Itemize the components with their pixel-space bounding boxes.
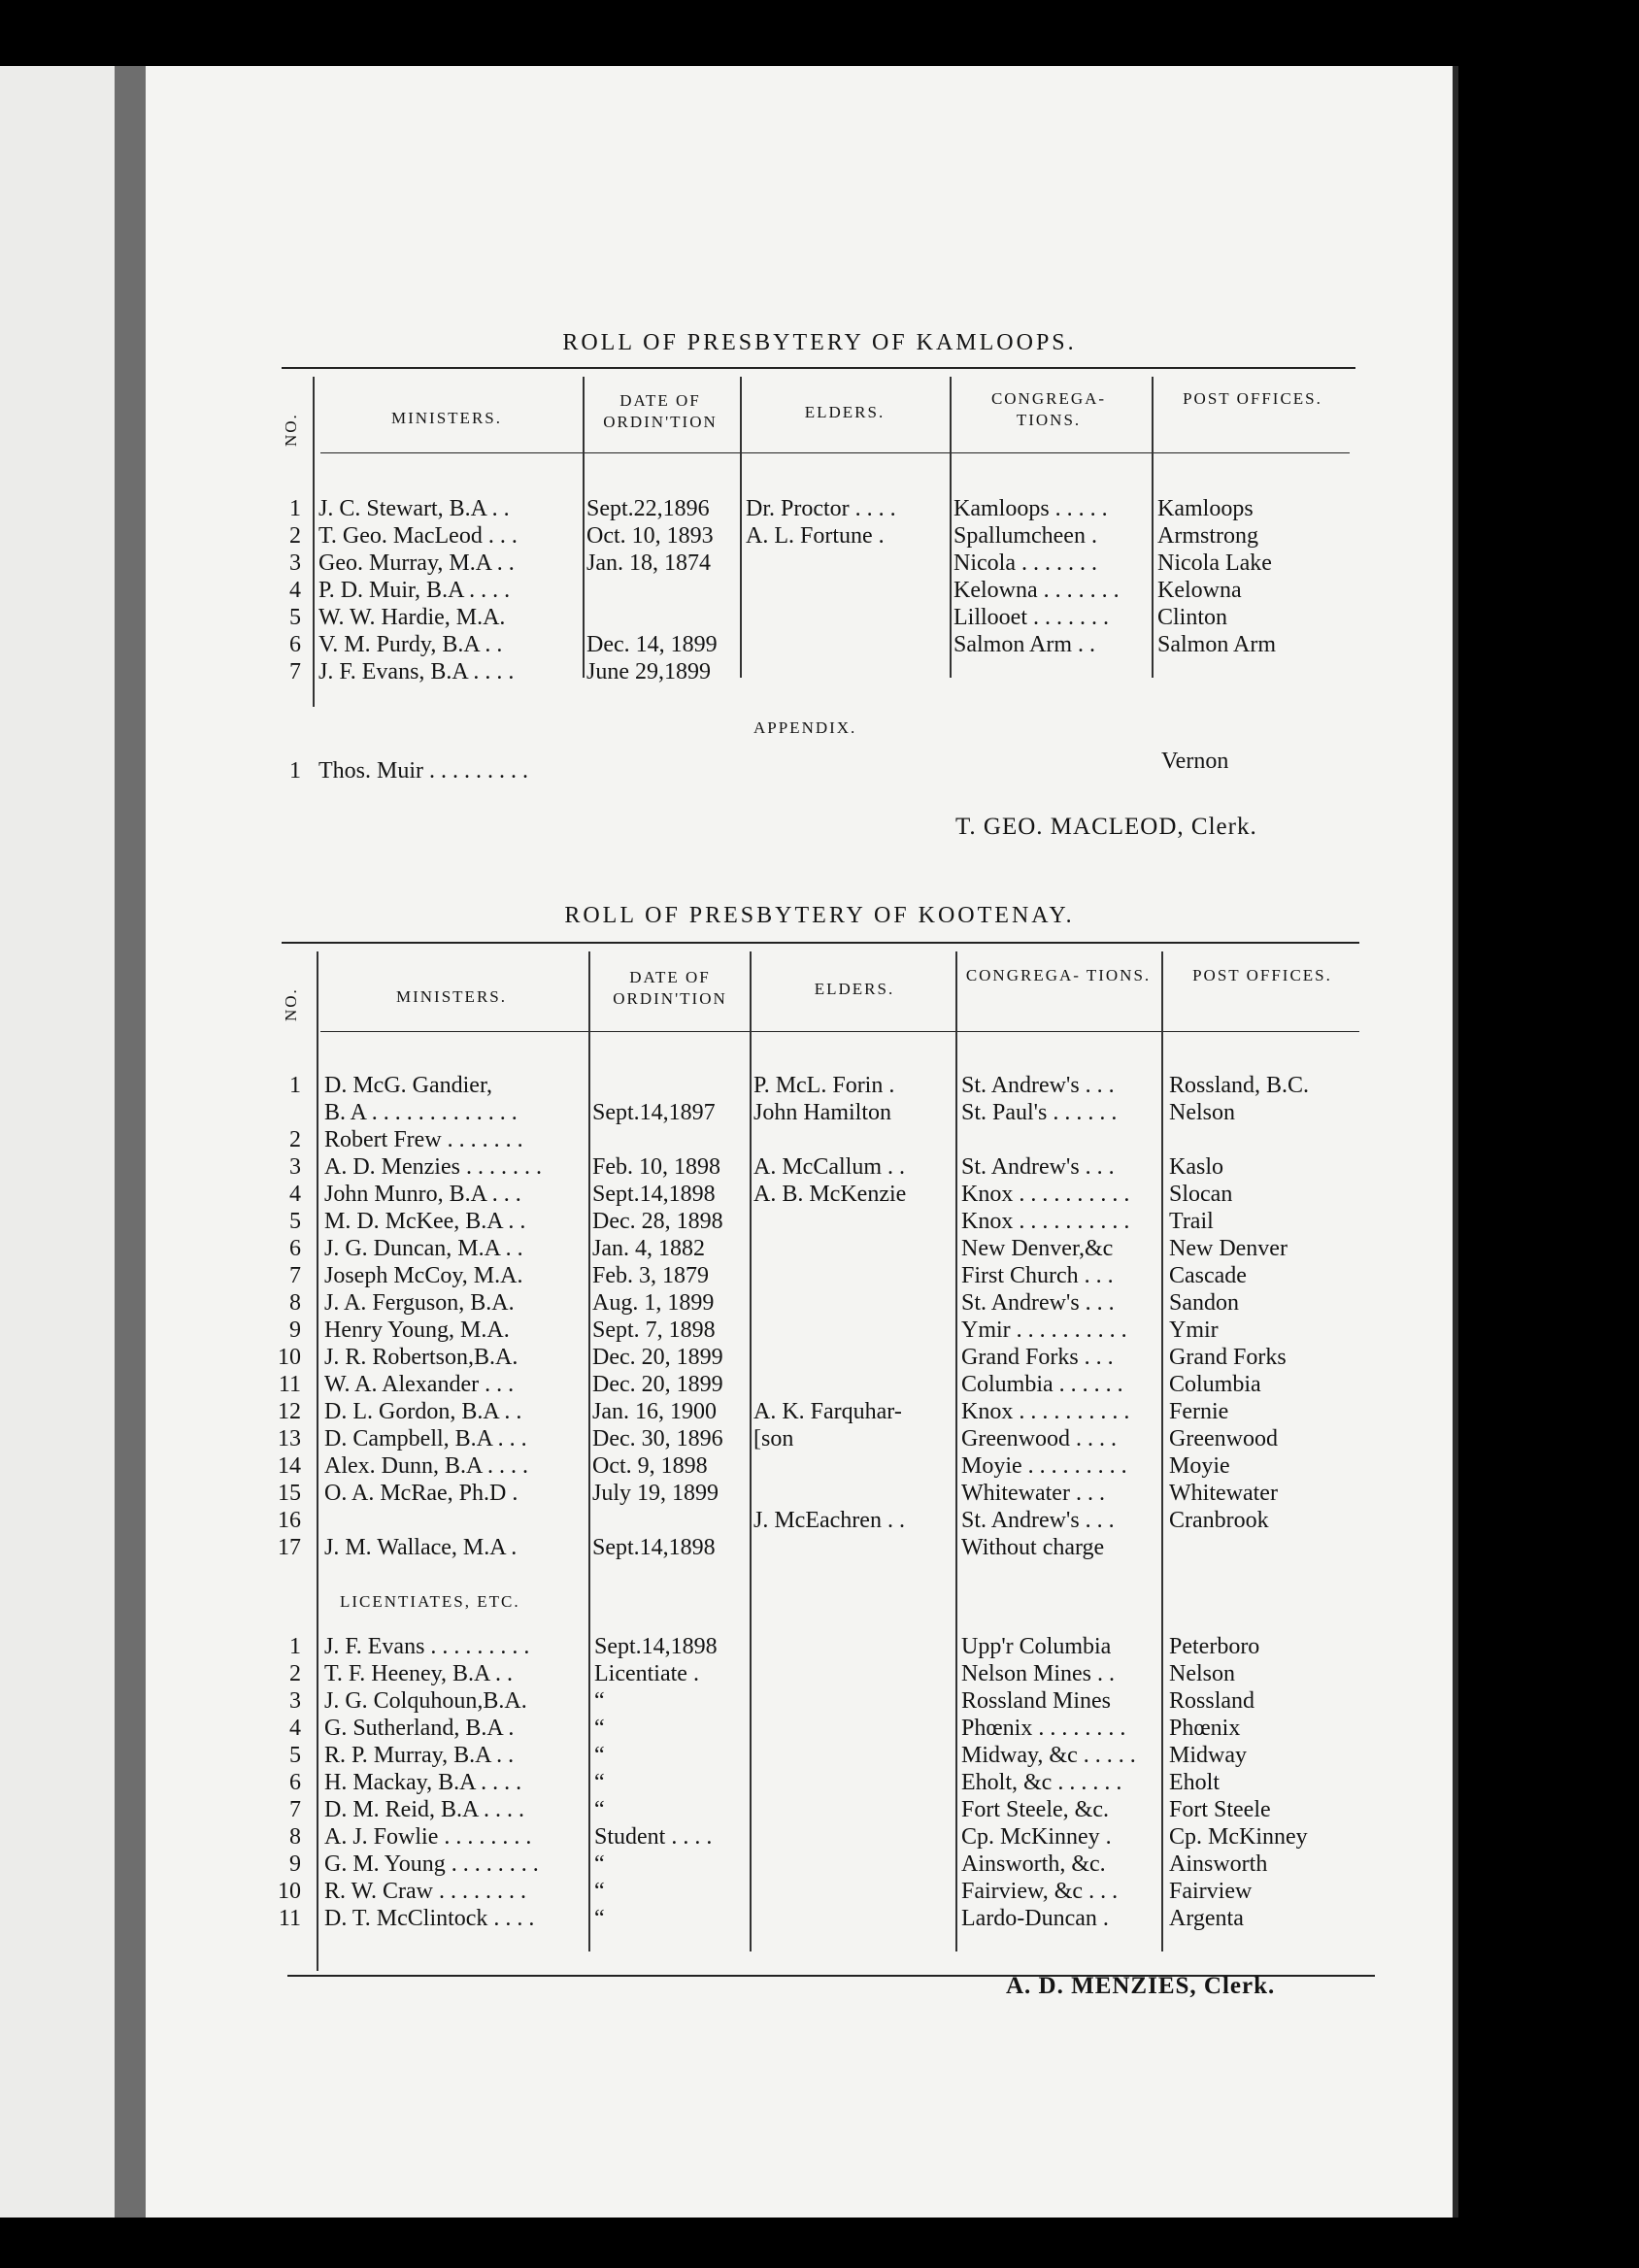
post-office: Fairview <box>1169 1879 1253 1904</box>
elder-name: P. McL. Forin . <box>753 1073 895 1098</box>
post-office: Armstrong <box>1157 523 1258 549</box>
minister-name: M. D. McKee, B.A . . <box>324 1209 526 1234</box>
row-number: 7 <box>289 659 301 684</box>
row-number: 2 <box>289 1661 301 1686</box>
congregation-name: Salmon Arm . . <box>953 632 1096 657</box>
minister-name: J. F. Evans, B.A . . . . <box>318 659 515 684</box>
ordination-date: Dec. 14, 1899 <box>586 632 718 657</box>
kootenay-header-date: DATE OF ORDIN'TION <box>613 968 727 1008</box>
post-office: Nelson <box>1169 1661 1235 1686</box>
congregation-name: Knox . . . . . . . . . . <box>961 1209 1130 1234</box>
post-office: Nelson <box>1169 1100 1235 1125</box>
congregation-name: Whitewater . . . <box>961 1481 1105 1506</box>
licentiate-name: T. F. Heeney, B.A . . <box>324 1661 514 1686</box>
kootenay-header-congregations: CONGREGA- TIONS. <box>965 966 1152 984</box>
post-office: Argenta <box>1169 1906 1244 1931</box>
minister-name: W. A. Alexander . . . <box>324 1372 515 1397</box>
row-number: 10 <box>278 1879 301 1904</box>
row-number: 4 <box>289 578 301 603</box>
kamloops-header-ministers: MINISTERS. <box>391 409 502 427</box>
ordination-date: Jan. 18, 1874 <box>586 550 711 576</box>
minister-name: D. Campbell, B.A . . . <box>324 1426 527 1451</box>
row-number: 15 <box>278 1481 301 1506</box>
minister-name: D. L. Gordon, B.A . . <box>324 1399 522 1424</box>
post-office: Rossland <box>1169 1688 1255 1714</box>
row-number: 7 <box>289 1263 301 1288</box>
licentiate-name: H. Mackay, B.A . . . . <box>324 1770 522 1795</box>
congregation-name: St. Andrew's . . . <box>961 1290 1115 1316</box>
post-office: Ainsworth <box>1169 1851 1268 1877</box>
elder-name: A. B. McKenzie <box>753 1182 907 1207</box>
ordination-date: Dec. 30, 1896 <box>592 1426 723 1451</box>
congregation-name: Kelowna . . . . . . . <box>953 578 1120 603</box>
post-office: Kamloops <box>1157 496 1254 521</box>
appendix-post: Vernon <box>1161 749 1229 774</box>
post-office: Whitewater <box>1169 1481 1278 1506</box>
kamloops-col-rule <box>583 377 585 678</box>
row-number: 2 <box>289 523 301 549</box>
licentiate-name: J. G. Colquhoun,B.A. <box>324 1688 527 1714</box>
row-number: 1 <box>289 1073 301 1098</box>
row-number: 6 <box>289 1236 301 1261</box>
kootenay-col-rule <box>588 951 590 1951</box>
congregation-name: Eholt, &c . . . . . . <box>961 1770 1122 1795</box>
licentiate-date: “ <box>594 1851 605 1877</box>
congregation-name: Midway, &c . . . . . <box>961 1743 1136 1768</box>
row-number: 6 <box>289 632 301 657</box>
congregation-name: Without charge <box>961 1535 1105 1560</box>
row-number: 3 <box>289 550 301 576</box>
elder-name: [son <box>753 1426 794 1451</box>
minister-name: Robert Frew . . . . . . . <box>324 1127 523 1152</box>
post-office: Slocan <box>1169 1182 1233 1207</box>
ordination-date: Jan. 4, 1882 <box>592 1236 705 1261</box>
row-number: 9 <box>289 1851 301 1877</box>
post-office: Greenwood <box>1169 1426 1278 1451</box>
licentiate-date: “ <box>594 1770 605 1795</box>
minister-name: Geo. Murray, M.A . . <box>318 550 515 576</box>
kootenay-header-rule <box>320 1031 1359 1032</box>
row-number: 4 <box>289 1716 301 1741</box>
post-office: Sandon <box>1169 1290 1239 1316</box>
post-office: Grand Forks <box>1169 1345 1287 1370</box>
row-number: 7 <box>289 1797 301 1822</box>
row-number: 11 <box>278 1906 301 1931</box>
row-number: 5 <box>289 605 301 630</box>
post-office: Kelowna <box>1157 578 1242 603</box>
post-office: Cranbrook <box>1169 1508 1269 1533</box>
minister-name: T. Geo. MacLeod . . . <box>318 523 518 549</box>
minister-name: O. A. McRae, Ph.D . <box>324 1481 518 1506</box>
ordination-date: Aug. 1, 1899 <box>592 1290 715 1316</box>
congregation-name: St. Paul's . . . . . . <box>961 1100 1118 1125</box>
congregation-name: Spallumcheen . <box>953 523 1097 549</box>
congregation-name: Nelson Mines . . <box>961 1661 1115 1686</box>
row-number: 9 <box>289 1317 301 1343</box>
kamloops-header-rule <box>320 452 1350 453</box>
row-number: 5 <box>289 1209 301 1234</box>
licentiate-date: “ <box>594 1688 605 1714</box>
congregation-name: Fairview, &c . . . <box>961 1879 1119 1904</box>
congregation-name: Rossland Mines <box>961 1688 1112 1714</box>
adjacent-page <box>0 66 117 2218</box>
appendix-no: 1 <box>289 758 301 784</box>
row-number: 11 <box>278 1372 301 1397</box>
licentiate-date: Sept.14,1898 <box>594 1634 718 1659</box>
row-number: 3 <box>289 1688 301 1714</box>
elder-name: A. McCallum . . <box>753 1154 905 1180</box>
row-number: 6 <box>289 1770 301 1795</box>
licentiate-date: Student . . . . <box>594 1824 713 1850</box>
minister-name: J. M. Wallace, M.A . <box>324 1535 518 1560</box>
post-office: Fort Steele <box>1169 1797 1271 1822</box>
appendix-minister: Thos. Muir . . . . . . . . . <box>318 758 528 784</box>
kamloops-col-rule <box>740 377 742 678</box>
kamloops-header-date: DATE OF ORDIN'TION <box>603 391 718 431</box>
ordination-date: Oct. 9, 1898 <box>592 1453 708 1479</box>
row-number: 3 <box>289 1154 301 1180</box>
ordination-date: July 19, 1899 <box>592 1481 719 1506</box>
kootenay-col-rule <box>750 951 752 1951</box>
row-number: 5 <box>289 1743 301 1768</box>
licentiate-name: D. T. McClintock . . . . <box>324 1906 535 1931</box>
kootenay-title: ROLL OF PRESBYTERY OF KOOTENAY. <box>564 903 1075 928</box>
minister-name: V. M. Purdy, B.A . . <box>318 632 503 657</box>
congregation-name: Phœnix . . . . . . . . <box>961 1716 1126 1741</box>
minister-name: B. A . . . . . . . . . . . . . <box>324 1100 518 1125</box>
ordination-date: Sept.14,1897 <box>592 1100 716 1125</box>
minister-name: J. G. Duncan, M.A . . <box>324 1236 523 1261</box>
licentiate-date: “ <box>594 1743 605 1768</box>
post-office: Nicola Lake <box>1157 550 1272 576</box>
kamloops-header-congregations: CONGREGA- TIONS. <box>990 389 1107 429</box>
congregation-name: St. Andrew's . . . <box>961 1073 1115 1098</box>
row-number: 2 <box>289 1127 301 1152</box>
elder-name: J. McEachren . . <box>753 1508 905 1533</box>
row-number: 17 <box>278 1535 301 1560</box>
kamloops-header-no: NO. <box>282 413 300 447</box>
licentiate-date: Licentiate . <box>594 1661 699 1686</box>
post-office: Kaslo <box>1169 1154 1223 1180</box>
ordination-date: Dec. 20, 1899 <box>592 1372 723 1397</box>
congregation-name: Knox . . . . . . . . . . <box>961 1182 1130 1207</box>
kootenay-col-rule <box>955 951 957 1951</box>
licentiates-title: LICENTIATES, ETC. <box>340 1592 520 1611</box>
minister-name: P. D. Muir, B.A . . . . <box>318 578 511 603</box>
licentiate-name: G. M. Young . . . . . . . . <box>324 1851 539 1877</box>
congregation-name: Upp'r Columbia <box>961 1634 1112 1659</box>
congregation-name: Grand Forks . . . <box>961 1345 1114 1370</box>
congregation-name: First Church . . . <box>961 1263 1114 1288</box>
kootenay-header-no: NO. <box>282 987 300 1021</box>
row-number: 4 <box>289 1182 301 1207</box>
post-office: Midway <box>1169 1743 1247 1768</box>
congregation-name: St. Andrew's . . . <box>961 1508 1115 1533</box>
licentiate-date: “ <box>594 1797 605 1822</box>
ordination-date: June 29,1899 <box>586 659 711 684</box>
minister-name: J. R. Robertson,B.A. <box>324 1345 518 1370</box>
kamloops-col-rule <box>1152 377 1154 678</box>
licentiate-name: G. Sutherland, B.A . <box>324 1716 515 1741</box>
ordination-date: Dec. 28, 1898 <box>592 1209 723 1234</box>
congregation-name: Columbia . . . . . . <box>961 1372 1123 1397</box>
minister-name: John Munro, B.A . . . <box>324 1182 521 1207</box>
licentiate-name: J. F. Evans . . . . . . . . . <box>324 1634 530 1659</box>
licentiate-name: R. W. Craw . . . . . . . . <box>324 1879 527 1904</box>
congregation-name: Knox . . . . . . . . . . <box>961 1399 1130 1424</box>
kootenay-header-elders: ELDERS. <box>814 980 895 998</box>
kootenay-header-post: POST OFFICES. <box>1192 966 1332 984</box>
minister-name: J. C. Stewart, B.A . . <box>318 496 510 521</box>
page-edge <box>1453 66 1458 2218</box>
congregation-name: Greenwood . . . . <box>961 1426 1117 1451</box>
licentiate-name: R. P. Murray, B.A . . <box>324 1743 515 1768</box>
minister-name: Alex. Dunn, B.A . . . . <box>324 1453 528 1479</box>
minister-name: Joseph McCoy, M.A. <box>324 1263 523 1288</box>
kamloops-header-elders: ELDERS. <box>804 403 886 421</box>
kamloops-clerk: T. GEO. MACLEOD, Clerk. <box>955 814 1257 840</box>
elder-name: A. K. Farquhar- <box>753 1399 902 1424</box>
post-office: Trail <box>1169 1209 1214 1234</box>
minister-name: J. A. Ferguson, B.A. <box>324 1290 515 1316</box>
appendix-title: APPENDIX. <box>753 718 857 737</box>
elder-name: Dr. Proctor . . . . <box>746 496 896 521</box>
row-number: 1 <box>289 496 301 521</box>
row-number: 12 <box>278 1399 301 1424</box>
kootenay-col-rule <box>317 951 318 1971</box>
row-number: 1 <box>289 1634 301 1659</box>
ordination-date: Feb. 3, 1879 <box>592 1263 709 1288</box>
kootenay-top-rule <box>282 942 1359 944</box>
post-office: Salmon Arm <box>1157 632 1277 657</box>
post-office: Clinton <box>1157 605 1228 630</box>
ordination-date: Sept.14,1898 <box>592 1182 716 1207</box>
minister-name: W. W. Hardie, M.A. <box>318 605 506 630</box>
post-office: Ymir <box>1169 1317 1219 1343</box>
elder-name: John Hamilton <box>753 1100 891 1125</box>
post-office: Phœnix <box>1169 1716 1241 1741</box>
minister-name: D. McG. Gandier, <box>324 1073 492 1098</box>
post-office: New Denver <box>1169 1236 1288 1261</box>
licentiate-name: A. J. Fowlie . . . . . . . . <box>324 1824 532 1850</box>
post-office: Cp. McKinney <box>1169 1824 1308 1850</box>
kootenay-header-ministers: MINISTERS. <box>396 987 507 1006</box>
congregation-name: Lardo-Duncan . <box>961 1906 1109 1931</box>
kootenay-col-rule <box>1161 951 1163 1951</box>
licentiate-name: D. M. Reid, B.A . . . . <box>324 1797 525 1822</box>
post-office: Rossland, B.C. <box>1169 1073 1310 1098</box>
ordination-date: Jan. 16, 1900 <box>592 1399 717 1424</box>
post-office: Eholt <box>1169 1770 1220 1795</box>
row-number: 13 <box>278 1426 301 1451</box>
minister-name: A. D. Menzies . . . . . . . <box>324 1154 542 1180</box>
post-office: Columbia <box>1169 1372 1261 1397</box>
post-office: Moyie <box>1169 1453 1230 1479</box>
ordination-date: Feb. 10, 1898 <box>592 1154 720 1180</box>
congregation-name: Kamloops . . . . . <box>953 496 1108 521</box>
kamloops-top-rule <box>282 367 1355 369</box>
congregation-name: Ainsworth, &c. <box>961 1851 1106 1877</box>
row-number: 8 <box>289 1290 301 1316</box>
congregation-name: Nicola . . . . . . . <box>953 550 1097 576</box>
kamloops-title: ROLL OF PRESBYTERY OF KAMLOOPS. <box>562 330 1077 355</box>
row-number: 14 <box>278 1453 301 1479</box>
congregation-name: Cp. McKinney . <box>961 1824 1112 1850</box>
ordination-date: Sept.14,1898 <box>592 1535 716 1560</box>
congregation-name: Fort Steele, &c. <box>961 1797 1109 1822</box>
post-office: Peterboro <box>1169 1634 1260 1659</box>
kamloops-col-rule <box>313 377 315 707</box>
row-number: 10 <box>278 1345 301 1370</box>
ordination-date: Dec. 20, 1899 <box>592 1345 723 1370</box>
congregation-name: Moyie . . . . . . . . . <box>961 1453 1127 1479</box>
post-office: Fernie <box>1169 1399 1229 1424</box>
elder-name: A. L. Fortune . <box>746 523 885 549</box>
congregation-name: St. Andrew's . . . <box>961 1154 1115 1180</box>
licentiate-date: “ <box>594 1716 605 1741</box>
congregation-name: Ymir . . . . . . . . . . <box>961 1317 1127 1343</box>
minister-name: Henry Young, M.A. <box>324 1317 510 1343</box>
kootenay-clerk: A. D. MENZIES, Clerk. <box>1006 1973 1276 1999</box>
kamloops-header-post: POST OFFICES. <box>1183 389 1322 408</box>
licentiate-date: “ <box>594 1879 605 1904</box>
congregation-name: Lillooet . . . . . . . <box>953 605 1109 630</box>
post-office: Cascade <box>1169 1263 1247 1288</box>
page-gutter <box>115 66 146 2218</box>
ordination-date: Oct. 10, 1893 <box>586 523 714 549</box>
congregation-name: New Denver,&c <box>961 1236 1114 1261</box>
row-number: 16 <box>278 1508 301 1533</box>
row-number: 8 <box>289 1824 301 1850</box>
licentiate-date: “ <box>594 1906 605 1931</box>
ordination-date: Sept. 7, 1898 <box>592 1317 716 1343</box>
kamloops-col-rule <box>950 377 952 678</box>
ordination-date: Sept.22,1896 <box>586 496 710 521</box>
